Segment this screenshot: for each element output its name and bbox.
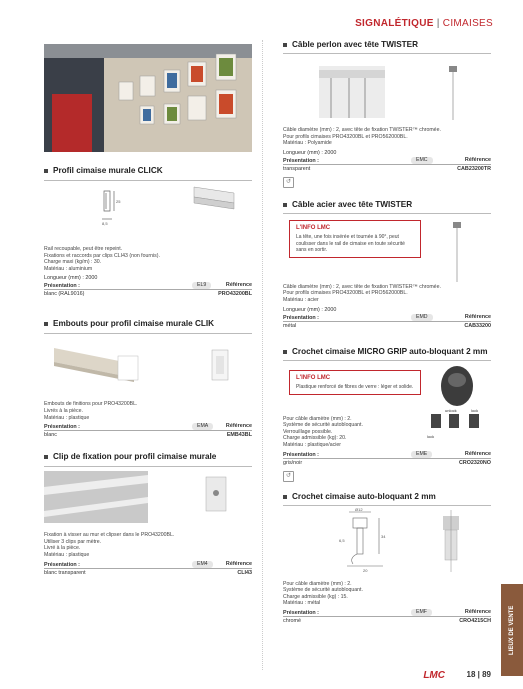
reference-label: Référence	[464, 313, 491, 320]
page-header: SIGNALÉTIQUE | CIMAISES	[355, 18, 493, 29]
presentation-label: Présentation :	[283, 314, 319, 321]
recycle-icon: ↺	[283, 177, 294, 188]
presentation-label: Présentation :	[283, 609, 319, 616]
cable-perlon-length: Longueur (mm) : 2000	[283, 149, 337, 156]
subsection-title: CIMAISES	[442, 18, 493, 29]
right-column	[283, 40, 491, 626]
product-title-embouts: Embouts pour profil cimaise murale CLIK	[44, 319, 252, 328]
page-numbers: 18 | 89	[466, 670, 491, 679]
info-lmc-text: La tête, une fois insérée et tournée à 90°, peut coulisser dans le rail de cimaise en toute sécurité sans en sortir.	[296, 234, 405, 253]
section-title: SIGNALÉTIQUE	[355, 18, 434, 29]
product-title-micro-grip: Crochet cimaise MICRO GRIP auto-bloquant 2 mm	[283, 347, 491, 356]
reference-code: PRO43200BL	[218, 291, 252, 298]
crochet-auto-description: Pour câble diamètre (mm) : 2. Système de sécurité autobloquant. Charge admissible (kg) : 15. Matériau : métal	[283, 580, 363, 607]
presentation-label: Présentation :	[283, 157, 319, 164]
product-title-clip: Clip de fixation pour profil cimaise murale	[44, 452, 252, 461]
cable-perlon-photo	[283, 54, 491, 122]
presentation-label: Présentation :	[44, 283, 80, 290]
price-code-badge: EMA	[192, 423, 213, 430]
presentation-label: Présentation :	[44, 424, 80, 431]
info-lmc-title: L'INFO LMC	[296, 224, 331, 231]
lock-unlock-photos	[425, 406, 491, 442]
column-divider	[262, 40, 263, 670]
finish-value: gris/noir	[283, 459, 303, 466]
price-code-badge: EM4	[192, 561, 213, 568]
reference-label: Référence	[225, 560, 252, 567]
profil-click-description: Rail recoupable, peut être repeint. Fixations et raccords par clips CLI43 (non fournis). Charge maxi (kg/m) : 30. Matériau : aluminium	[44, 246, 160, 272]
dim-6-5: 6,5	[339, 537, 345, 543]
info-lmc-box	[289, 220, 421, 259]
reference-label: Référence	[464, 608, 491, 615]
product-title-cable-perlon: Câble perlon avec tête TWISTER	[283, 40, 491, 49]
embouts-photo	[44, 334, 252, 396]
product-title-cable-acier: Câble acier avec tête TWISTER	[283, 200, 491, 209]
finish-value: métal	[283, 322, 297, 329]
crochet-auto-drawing	[283, 506, 491, 576]
profil-click-length: Longueur (mm) : 2000	[44, 275, 98, 282]
info-lmc-title: L'INFO LMC	[296, 374, 331, 381]
finish-value: chromé	[283, 617, 301, 624]
reference-code: CAB23200TR	[457, 165, 491, 172]
finish-value: transparent	[283, 165, 311, 172]
price-code-badge: EME	[411, 451, 432, 458]
cable-perlon-description: Câble diamètre (mm) : 2, avec tête de fixation TWISTER™ chromée. Pour profils cimaises PRO43200BL et PRO562000BL. Matériau : Polyamide	[283, 127, 441, 147]
cable-acier-photo	[447, 220, 467, 284]
presentation-label: Présentation :	[44, 561, 80, 568]
reference-code: CRO2320NO	[458, 459, 491, 466]
reference-label: Référence	[464, 450, 491, 457]
price-code-badge: EL9	[192, 282, 211, 289]
gallery-photo	[44, 44, 252, 152]
unlock-label: unlock	[445, 407, 457, 413]
dim-8-5: 8,5	[102, 221, 108, 226]
micro-grip-description: Pour câble diamètre (mm) : 2. Système de sécurité autobloquant. Verrouillage possible. Charge admissible (kg): 20. Matériau : plastique/acier	[283, 415, 363, 448]
profil-click-drawing	[44, 181, 252, 241]
info-lmc-text: Plastique renforcé de fibres de verre : léger et solide.	[296, 383, 414, 390]
reference-code: CLI43	[237, 569, 252, 576]
presentation-label: Présentation :	[283, 451, 319, 458]
lmc-logo: LMC	[423, 670, 445, 681]
finish-value: blanc	[44, 432, 57, 439]
finish-value: blanc transparent	[44, 569, 86, 576]
lock-label: lock	[427, 433, 435, 439]
price-code-badge: EMD	[411, 314, 433, 321]
finish-value: blanc (RAL9016)	[44, 291, 85, 298]
side-tab-lieux-de-vente: LIEUX DE VENTE	[501, 584, 523, 676]
recycle-icon: ↺	[283, 471, 294, 482]
clip-photo	[44, 467, 252, 527]
dim-diameter-12: Ø12	[355, 506, 363, 512]
dim-25: 25	[116, 199, 121, 204]
cable-acier-length: Longueur (mm) : 2000	[283, 306, 337, 313]
reference-code: CRO4215CH	[459, 617, 491, 624]
embouts-description: Embouts de finitions pour PRO43200BL. Livrés à la pièce. Matériau : plastique	[44, 401, 138, 421]
reference-label: Référence	[225, 282, 252, 289]
cable-acier-description: Câble diamètre (mm) : 2, avec tête de fixation TWISTER™ chromée. Pour profils cimaises PRO43200BL et PRO562000BL. Matériau : acier	[283, 283, 441, 303]
reference-code: CAB33200	[464, 322, 491, 329]
price-code-badge: EMC	[411, 157, 433, 164]
product-title-profil-click: Profil cimaise murale CLICK	[44, 166, 252, 175]
price-code-badge: EMF	[411, 609, 432, 616]
left-column	[44, 44, 252, 578]
product-title-crochet-auto: Crochet cimaise auto-bloquant 2 mm	[283, 492, 491, 501]
info-lmc-box	[289, 370, 421, 396]
reference-label: Référence	[225, 423, 252, 430]
reference-code: EMB43BL	[226, 432, 252, 439]
dim-20: 20	[363, 567, 368, 573]
clip-description: Fixation à visser au mur et clipser dans le PRO43200BL. Utiliser 3 clips par mètre. Livré à la pièce. Matériau : plastique	[44, 532, 175, 558]
lock-label: lock	[471, 407, 479, 413]
reference-label: Référence	[464, 156, 491, 163]
dim-34: 34	[381, 533, 386, 539]
